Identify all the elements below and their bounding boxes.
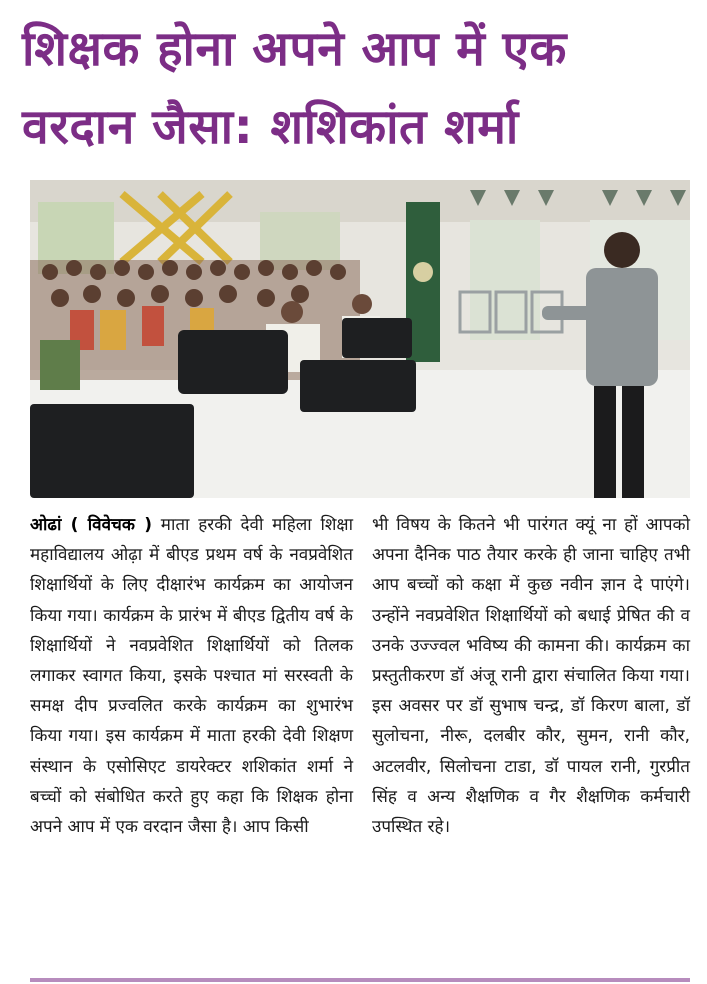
article-body-right: भी विषय के कितने भी पारंगत क्यूं ना हों आपको अपना दैनिक पाठ तैयार करके ही जाना चाहिए तभी आप बच्चों को कक्षा में कुछ नवीन ज्ञान दे पाएंगे। उन्होंने नवप्रवेशित शिक्षार्थियों को बधाई प्रेषित की व उनके उज्ज्वल भविष्य की कामना की। कार्यक्रम का प्रस्तुतीकरण डॉ अंजू रानी द्वारा संचालित किया गया। इस अवसर पर डॉ सुभाष चन्द्र, डॉ किरण बाला, डॉ सुलोचना, नीरू, दलबीर कौर, सुमन, रानी कौर, अटलवीर, सिलोचना टाडा, डॉ पायल रानी, गुरप्रीत सिंह व अन्य शैक्षणिक व गैर शैक्षणिक कर्मचारी उपस्थित रहे। [372, 515, 690, 838]
headline-line-2: वरदान जैसा: शशिकांत शर्मा [22, 99, 519, 155]
right-window [470, 220, 540, 340]
article-body-left: माता हरकी देवी महिला शिक्षा महाविद्यालय ओढ़ा में बीएड प्रथम वर्ष के नवप्रवेशित शिक्षार्थियों के लिए दीक्षारंभ कार्यक्रम का आयोजन किया गया। कार्यक्रम के प्रारंभ में बीएड द्वितीय वर्ष के शिक्षार्थियों ने नवप्रवेशित शिक्षार्थियों को तिलक लगाकर स्वागत किया, इसके पश्चात मां सरस्वती के समक्ष दीप प्रज्वलित करके कार्यक्रम का शुभारंभ किया गया। इस कार्यक्रम में माता हरकी देवी शिक्षण संस्थान के एसोसिएट डायरेक्टर शशिकांत शर्मा ने बच्चों को संबोधित करते हुए कहा कि शिक्षक होना अपने आप में एक वरदान जैसा है। आप किसी [30, 515, 353, 838]
article-column-right [372, 510, 690, 842]
event-photo-illustration [30, 180, 690, 498]
event-photo [30, 180, 690, 498]
headline [22, 10, 692, 166]
headline-line-1: शिक्षक होना अपने आप में एक [22, 21, 567, 77]
pillar-emblem [413, 262, 433, 282]
article-column-left [30, 510, 353, 842]
article-dateline: ओढां ( विवेचक ) [30, 515, 152, 535]
bottom-divider [30, 978, 690, 982]
